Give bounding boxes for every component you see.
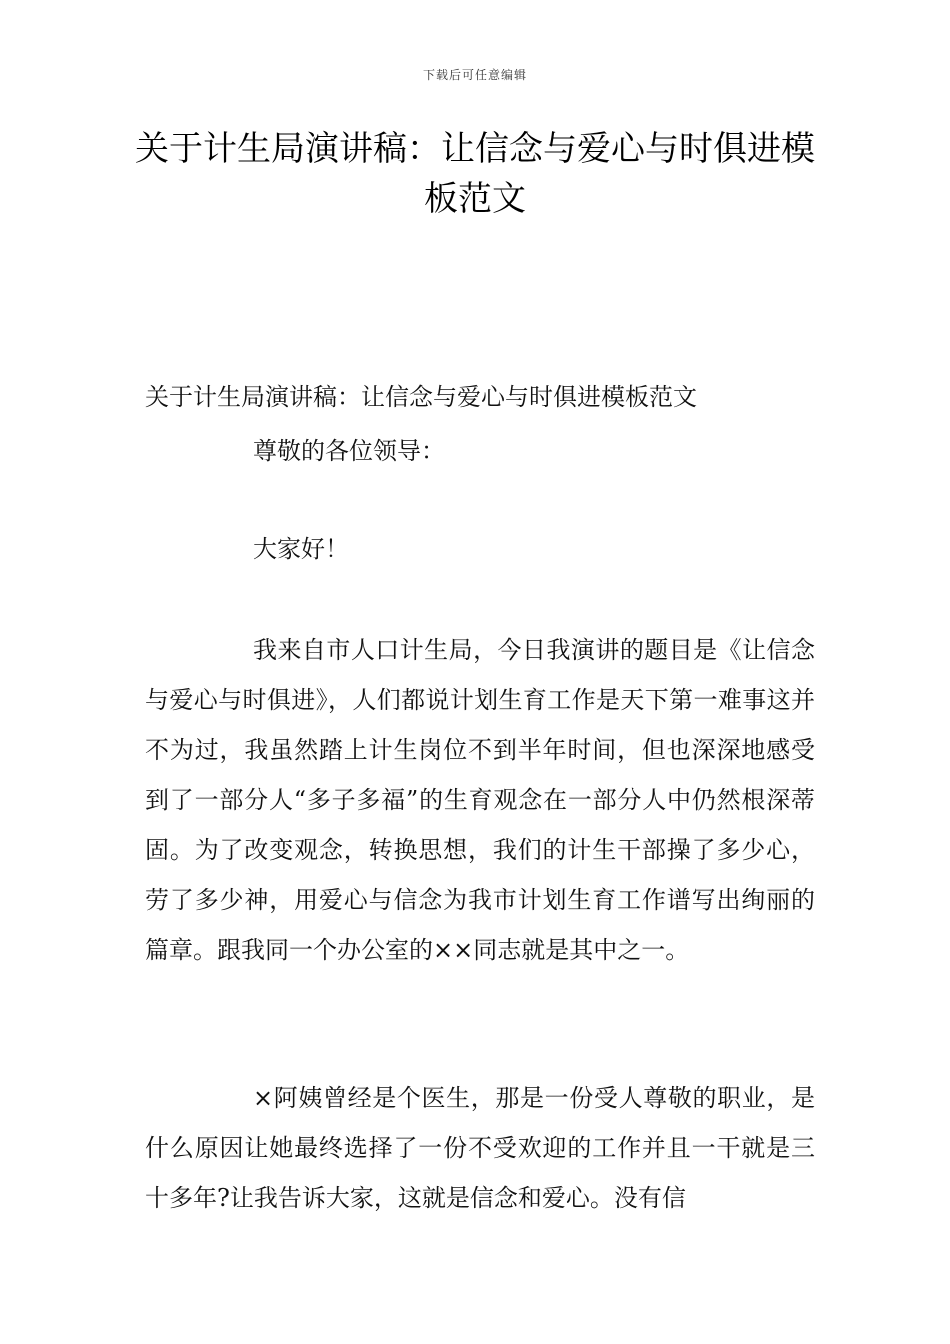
document-title: 关于计生局演讲稿：让信念与爱心与时俱进模板范文 xyxy=(135,129,815,219)
document-subtitle: 关于计生局演讲稿：让信念与爱心与时俱进模板范文 xyxy=(145,383,697,411)
body-paragraph: ×阿姨曾经是个医生，那是一份受人尊敬的职业，是什么原因让她最终选择了一份不受欢迎的工作并且一干就是三十多年?让我告诉大家，这就是信念和爱心。没有信 xyxy=(145,1084,815,1212)
body-paragraph: 我来自市人口计生局，今日我演讲的题目是《让信念与爱心与时俱进》，人们都说计划生育工作是天下第一难事这并不为过，我虽然踏上计生岗位不到半年时间，但也深深地感受到了一部分人“多子多福”的生育观念在一部分人中仍然根深蒂固。为了改变观念，转换思想，我们的计生干部操了多少心，劳了多少神，用爱心与信念为我市计划生育工作谱写出绚丽的篇章。跟我同一个办公室的××同志就是其中之一。 xyxy=(145,636,815,964)
header-note: 下载后可任意编辑 xyxy=(422,68,527,82)
greeting: 大家好！ xyxy=(253,535,349,563)
salutation: 尊敬的各位领导： xyxy=(253,437,445,465)
